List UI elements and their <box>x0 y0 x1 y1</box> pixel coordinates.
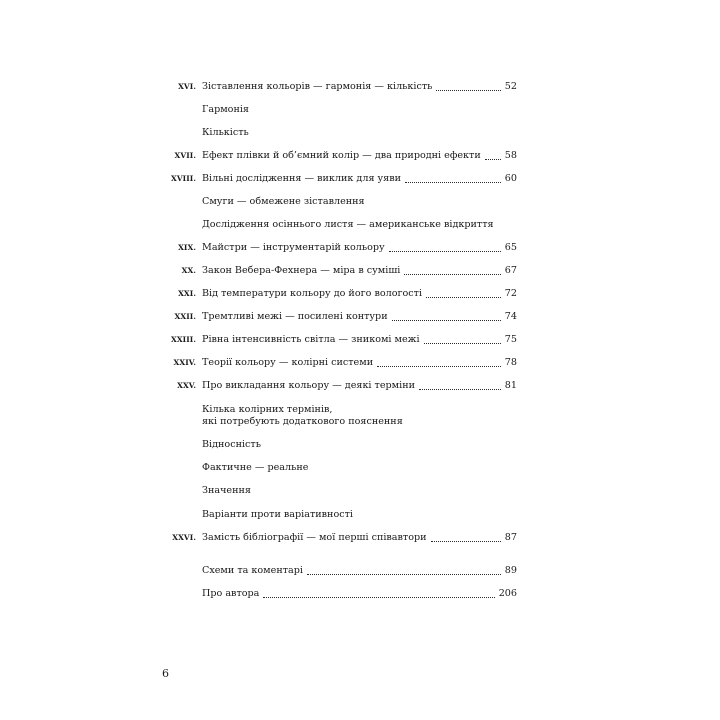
subsection-title: Відносність <box>202 439 261 450</box>
dot-leader <box>436 79 500 91</box>
chapter-title: Теорії кольору — колірні системи <box>202 357 374 368</box>
dot-leader <box>392 309 501 321</box>
chapter-number: XXIII. <box>170 335 196 344</box>
dot-leader <box>431 530 501 542</box>
folio-page-number: 6 <box>162 667 169 680</box>
chapter-title: Рівна інтенсивність світла — зникомі межі <box>202 334 420 345</box>
page-number: 65 <box>504 242 517 253</box>
dot-leader <box>377 355 501 367</box>
subsection-title: Кількість <box>202 127 249 138</box>
page-number: 58 <box>504 150 517 161</box>
subsection-title: Гармонія <box>202 104 249 115</box>
chapter-title: Майстри — інструментарій кольору <box>202 242 385 253</box>
page-number: 74 <box>504 311 517 322</box>
chapter-number: XVIII. <box>170 174 196 183</box>
dot-leader <box>405 171 501 183</box>
chapter-number: XX. <box>181 266 196 275</box>
toc-entry <box>0 530 720 546</box>
page-number: 78 <box>504 357 517 368</box>
page-number: 87 <box>504 532 517 543</box>
toc-entry <box>0 240 720 256</box>
subsection-title-line: які потребують додаткового пояснення <box>202 416 403 427</box>
toc-entry <box>0 79 720 95</box>
dot-leader <box>419 378 501 390</box>
toc-subentry <box>0 507 720 523</box>
dot-leader <box>389 240 501 252</box>
chapter-number: XXI. <box>178 289 196 298</box>
chapter-number: XVII. <box>174 151 196 160</box>
dot-leader <box>426 286 501 298</box>
chapter-number: XXIV. <box>173 358 196 367</box>
chapter-number: XIX. <box>178 243 196 252</box>
toc-subentry <box>0 437 720 453</box>
toc-subentry <box>0 217 720 233</box>
chapter-title: Про викладання кольору — деякі терміни <box>202 380 415 391</box>
toc-subentry <box>0 125 720 141</box>
toc-entry <box>0 171 720 187</box>
chapter-number: XXII. <box>174 312 196 321</box>
toc-entry <box>0 586 720 602</box>
toc-entry <box>0 309 720 325</box>
dot-leader <box>485 148 501 160</box>
toc-subentry <box>0 483 720 499</box>
chapter-title: Ефект плівки й об’ємний колір — два природні ефекти <box>202 150 481 161</box>
subsection-title: Фактичне — реальне <box>202 462 309 473</box>
page-number: 206 <box>498 588 517 599</box>
page-number: 72 <box>504 288 517 299</box>
subsection-title: Смуги — обмежене зіставлення <box>202 196 365 207</box>
toc-subentry-multiline <box>202 404 522 428</box>
chapter-number: XVI. <box>178 82 196 91</box>
subsection-title: Дослідження осіннього листя — американське відкриття <box>202 219 494 230</box>
toc-subentry <box>0 102 720 118</box>
toc-entry <box>0 355 720 371</box>
chapter-number: XXV. <box>177 381 196 390</box>
toc-entry <box>0 332 720 348</box>
dot-leader <box>424 332 501 344</box>
subsection-title: Значення <box>202 485 251 496</box>
chapter-title: Тремтливі межі — посилені контури <box>202 311 388 322</box>
subsection-title-line: Кілька колірних термінів, <box>202 404 333 415</box>
toc-subentry <box>0 460 720 476</box>
toc-entry <box>0 286 720 302</box>
toc-entry <box>0 148 720 164</box>
chapter-title: Зіставлення кольорів — гармонія — кількість <box>202 81 433 92</box>
page-number: 81 <box>504 380 517 391</box>
toc-subentry <box>0 194 720 210</box>
section-title: Про автора <box>202 588 260 599</box>
toc-entry <box>0 378 720 394</box>
page-number: 60 <box>504 173 517 184</box>
section-title: Схеми та коментарі <box>202 565 303 576</box>
chapter-number: XXVI. <box>172 533 196 542</box>
page-number: 52 <box>504 81 517 92</box>
dot-leader <box>404 263 500 275</box>
page-number: 67 <box>504 265 517 276</box>
chapter-title: Від температури кольору до його вологості <box>202 288 423 299</box>
chapter-title: Замість бібліографії — мої перші співавтори <box>202 532 427 543</box>
dot-leader <box>307 563 501 575</box>
subsection-title: Варіанти проти варіативності <box>202 509 353 520</box>
page-number: 75 <box>504 334 517 345</box>
chapter-title: Закон Вебера-Фехнера — міра в суміші <box>202 265 401 276</box>
page-number: 89 <box>504 565 517 576</box>
chapter-title: Вільні дослідження — виклик для уяви <box>202 173 402 184</box>
toc-entry <box>0 263 720 279</box>
dot-leader <box>263 586 494 598</box>
toc-entry <box>0 563 720 579</box>
